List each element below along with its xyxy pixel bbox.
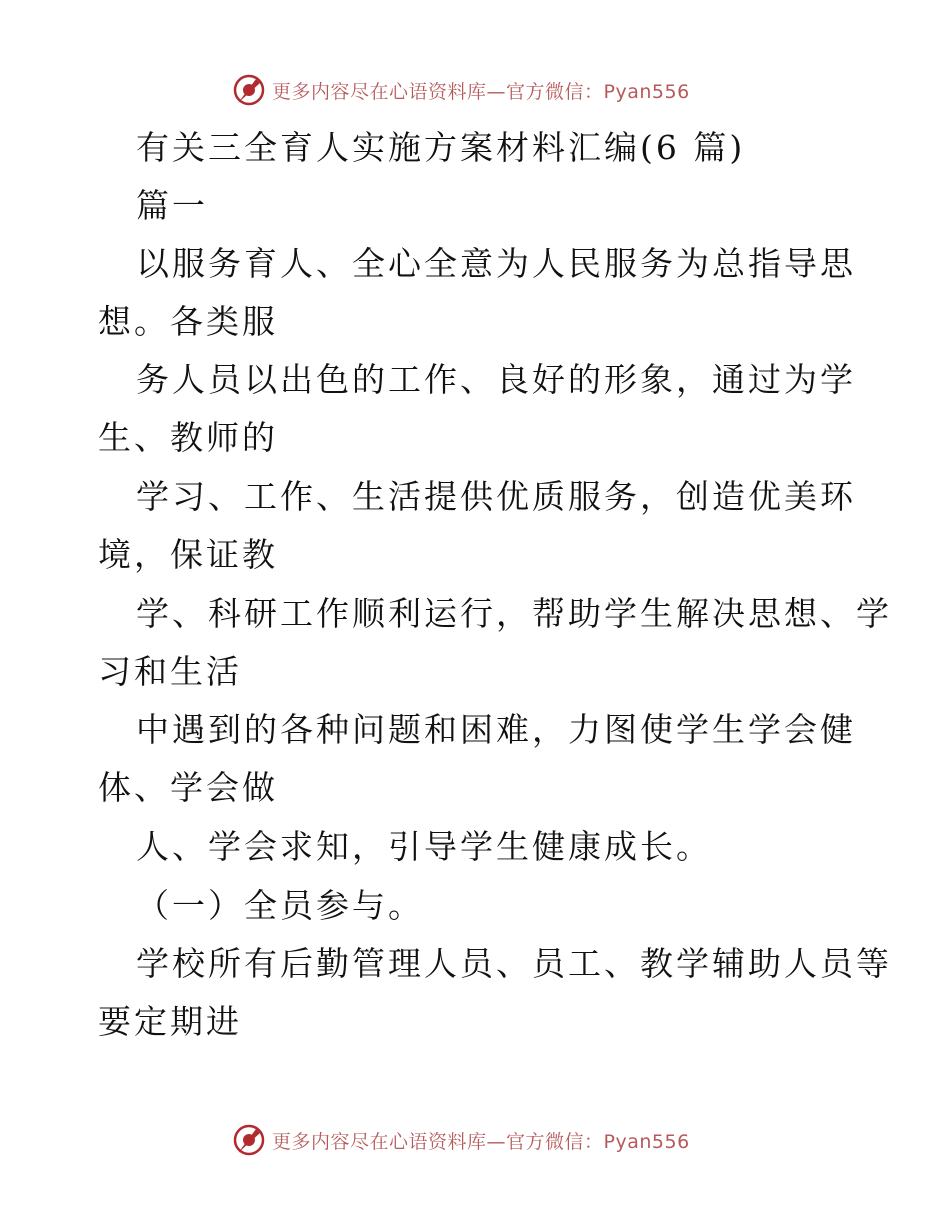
paragraph-line: 学习、工作、生活提供优质服务，创造优美环 bbox=[136, 477, 856, 516]
quill-pen-logo-icon bbox=[232, 1123, 266, 1157]
header-watermark bbox=[232, 72, 690, 108]
quill-pen-logo-icon bbox=[232, 73, 266, 107]
paragraph-line: 务人员以出色的工作、良好的形象，通过为学 bbox=[136, 360, 856, 399]
section-heading: 篇一 bbox=[136, 186, 208, 225]
watermark-text: 更多内容尽在心语资料库—官方微信：Pyan556 bbox=[272, 1130, 690, 1153]
paragraph-line: 想。各类服 bbox=[98, 302, 278, 341]
paragraph-line: 生、教师的 bbox=[98, 418, 278, 457]
paragraph-line: 学校所有后勤管理人员、员工、教学辅助人员等 bbox=[136, 944, 892, 983]
paragraph-line: 要定期进 bbox=[98, 1002, 242, 1041]
paragraph-line: 习和生活 bbox=[98, 652, 242, 691]
paragraph-line: 境，保证教 bbox=[98, 535, 278, 574]
paragraph-line: 体、学会做 bbox=[98, 768, 278, 807]
paragraph-line: 学、科研工作顺利运行，帮助学生解决思想、学 bbox=[136, 594, 892, 633]
watermark-text: 更多内容尽在心语资料库—官方微信：Pyan556 bbox=[272, 80, 690, 103]
paragraph-line: 以服务育人、全心全意为人民服务为总指导思 bbox=[136, 244, 856, 283]
document-title: 有关三全育人实施方案材料汇编(6 篇) bbox=[136, 128, 746, 167]
paragraph-line: 人、学会求知，引导学生健康成长。 bbox=[136, 827, 712, 866]
footer-watermark bbox=[232, 1122, 690, 1158]
subheading: （一）全员参与。 bbox=[136, 886, 424, 925]
paragraph-line: 中遇到的各种问题和困难，力图使学生学会健 bbox=[136, 710, 856, 749]
